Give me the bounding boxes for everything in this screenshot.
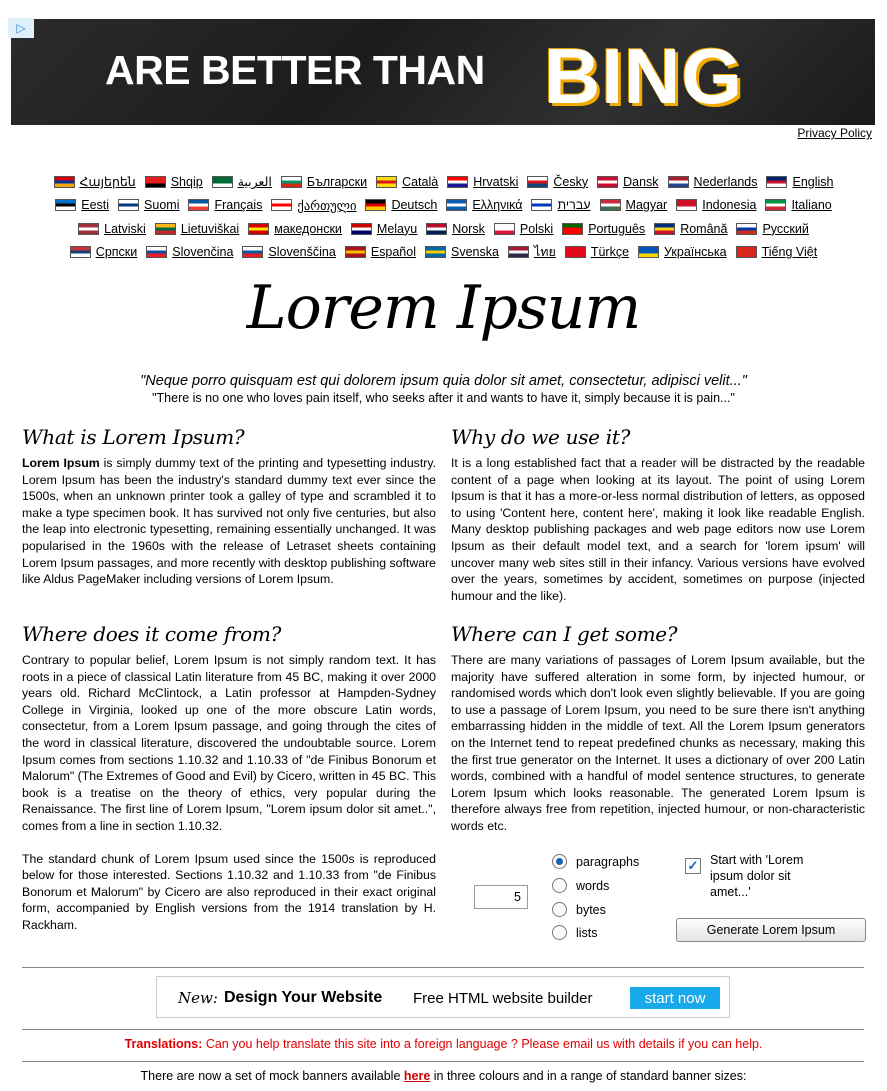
language-link[interactable] bbox=[531, 198, 590, 212]
language-label: English bbox=[792, 174, 834, 189]
section-heading: Where does it come from? bbox=[22, 622, 282, 646]
language-link[interactable] bbox=[447, 175, 518, 189]
language-link[interactable] bbox=[146, 245, 233, 259]
flag-icon bbox=[676, 199, 697, 211]
mock-text-after: in three colours and in a range of standard banner sizes: bbox=[430, 1069, 747, 1083]
divider bbox=[22, 967, 864, 968]
flag-icon bbox=[271, 199, 292, 211]
section-body bbox=[22, 455, 436, 588]
ad-brand-text: BING bbox=[544, 32, 743, 120]
language-label: עברית bbox=[557, 198, 591, 213]
language-label: Tiếng Việt bbox=[761, 245, 818, 260]
language-label: Svenska bbox=[451, 245, 499, 260]
promo-box[interactable] bbox=[156, 976, 730, 1018]
radio-label: words bbox=[576, 878, 610, 893]
language-label: Slovenščina bbox=[268, 245, 336, 260]
language-label: Հայերեն bbox=[79, 175, 136, 190]
divider bbox=[22, 1029, 864, 1030]
language-label: Slovenčina bbox=[172, 245, 234, 260]
language-label: Česky bbox=[553, 174, 589, 189]
flag-icon bbox=[345, 246, 366, 258]
section-what bbox=[22, 425, 436, 588]
language-link[interactable] bbox=[345, 245, 416, 259]
privacy-policy-link[interactable]: Privacy Policy bbox=[797, 126, 872, 140]
flag-icon bbox=[565, 246, 586, 258]
language-link[interactable] bbox=[351, 222, 417, 236]
language-link[interactable] bbox=[736, 222, 808, 236]
flag-icon bbox=[146, 246, 167, 258]
radio-bytes[interactable] bbox=[552, 902, 606, 917]
language-label: Français bbox=[214, 198, 263, 213]
section-where-get bbox=[451, 622, 865, 835]
language-label: Deutsch bbox=[391, 198, 438, 213]
section-body: There are many variations of passages of Lorem Ipsum available, but the majority have suffered alteration in some form, by injected humour, or randomised words which don't look even slightly believable. If you are going to use a passage of Lorem Ipsum, you need to be sure there isn't anything embarrassing hidden in the middle of text. All the Lorem Ipsum generators on the Internet tend to repeat predefined chunks as necessary, making this the first true generator on the Internet. It uses a dictionary of over 200 Latin words, combined with a handful of model sentence structures, to generate Lorem Ipsum which looks reasonable. The generated Lorem Ipsum is therefore always free from repetition, injected humour, or non-characteristic words etc. bbox=[451, 653, 865, 833]
language-label: Русский bbox=[762, 221, 809, 236]
language-link[interactable] bbox=[446, 198, 522, 212]
section-why bbox=[451, 425, 865, 604]
language-link[interactable] bbox=[145, 175, 203, 189]
section-heading: Where can I get some? bbox=[451, 622, 678, 646]
language-label: Magyar bbox=[625, 198, 668, 213]
flag-icon bbox=[597, 176, 618, 188]
language-label: Español bbox=[370, 245, 416, 260]
language-label: Türkçe bbox=[590, 245, 630, 260]
start-with-lorem-label: Start with 'Lorem ipsum dolor sit amet...' bbox=[710, 853, 804, 899]
language-label: Português bbox=[588, 221, 646, 236]
flag-icon bbox=[365, 199, 386, 211]
generator-form bbox=[452, 852, 872, 948]
language-label: Ελληνικά bbox=[472, 198, 523, 213]
language-row bbox=[0, 170, 887, 194]
section-text: is simply dummy text of the printing and typesetting industry. Lorem Ipsum has been the industry's standard dummy text ever since the 1500s, when an unknown printer took a galley of type and scrambled it to make a type specimen book. It has survived not only five centuries, but also the leap into electronic typesetting, remaining essentially unchanged. It was popularised in the 1960s with the release of Letraset sheets containing Lorem Ipsum passages, and more recently with desktop publishing software like Aldus PageMaker including versions of Lorem Ipsum. bbox=[22, 456, 436, 587]
flag-icon bbox=[736, 223, 757, 235]
language-row bbox=[0, 217, 887, 241]
flag-icon bbox=[78, 223, 99, 235]
language-link[interactable] bbox=[736, 245, 818, 259]
language-link[interactable] bbox=[600, 198, 668, 212]
radio-button[interactable] bbox=[552, 854, 567, 869]
language-link[interactable] bbox=[668, 175, 758, 189]
language-link[interactable] bbox=[425, 245, 499, 259]
language-link[interactable] bbox=[248, 222, 342, 236]
language-label: Català bbox=[402, 174, 439, 189]
adchoices-icon[interactable]: ▷ bbox=[8, 18, 34, 38]
language-link[interactable] bbox=[155, 222, 239, 236]
flag-icon bbox=[188, 199, 209, 211]
language-link[interactable] bbox=[212, 174, 272, 189]
radio-button[interactable] bbox=[552, 878, 567, 893]
flag-icon bbox=[494, 223, 515, 235]
flag-icon bbox=[118, 199, 139, 211]
radio-button[interactable] bbox=[552, 902, 567, 917]
radio-lists[interactable] bbox=[552, 925, 598, 940]
language-list bbox=[0, 170, 887, 264]
language-row bbox=[0, 194, 887, 218]
language-link[interactable] bbox=[565, 245, 629, 259]
language-link[interactable] bbox=[766, 175, 833, 189]
flag-icon bbox=[654, 223, 675, 235]
ad-banner[interactable] bbox=[11, 19, 875, 125]
flag-icon bbox=[527, 176, 548, 188]
flag-icon bbox=[562, 223, 583, 235]
language-link[interactable] bbox=[55, 198, 109, 212]
language-link[interactable] bbox=[654, 222, 727, 236]
mock-banners-link[interactable]: here bbox=[403, 1069, 431, 1083]
flag-icon bbox=[425, 246, 446, 258]
language-link[interactable] bbox=[78, 222, 146, 236]
language-label: македонски bbox=[274, 221, 342, 236]
translations-notice bbox=[0, 1037, 887, 1051]
radio-label: bytes bbox=[576, 902, 606, 917]
language-link[interactable] bbox=[188, 198, 262, 212]
flag-icon bbox=[155, 223, 176, 235]
promo-title: Design Your Website bbox=[224, 989, 383, 1006]
language-label: Latviski bbox=[104, 221, 146, 236]
section-body: It is a long established fact that a reader will be distracted by the readable content of a page when looking at its layout. The point of using Lorem Ipsum is that it has a more-or-less normal distribution of letters, as opposed to using 'Content here, content here', making it look like readable English. Many desktop publishing packages and web page editors now use Lorem Ipsum as their default model text, and a search for 'lorem ipsum' will uncover many web sites still in their infancy. Various versions have evolved over the years, sometimes by accident, sometimes on purpose (injected humour and the like). bbox=[451, 456, 865, 603]
language-label: Hrvatski bbox=[473, 174, 519, 189]
flag-icon bbox=[70, 246, 91, 258]
radio-label: paragraphs bbox=[576, 854, 640, 869]
language-label: Română bbox=[680, 221, 728, 236]
language-label: Dansk bbox=[623, 174, 659, 189]
flag-icon bbox=[447, 176, 468, 188]
flag-icon bbox=[242, 246, 263, 258]
language-label: Eesti bbox=[81, 198, 110, 213]
section-body: Contrary to popular belief, Lorem Ipsum is not simply random text. It has roots in a piece of classical Latin literature from 45 BC, making it over 2000 years old. Richard McClintock, a Latin professor at Hampden-Sydney College in Virginia, looked up one of the more obscure Latin words, consectetur, from a Lorem Ipsum passage, and going through the cites of the word in classical literature, discovered the undoubtable source. Lorem Ipsum comes from sections 1.10.32 and 1.10.33 of "de Finibus Bonorum et Malorum" (The Extremes of Good and Evil) by Cicero, written in 45 BC. This book is a treatise on the theory of ethics, very popular during the Renaissance. The first line of Lorem Ipsum, "Lorem ipsum dolor sit amet..", comes from a line in section 1.10.32. bbox=[22, 653, 436, 833]
promo-new-label: New: bbox=[178, 989, 218, 1007]
section-where-from bbox=[22, 622, 436, 934]
flag-icon bbox=[736, 246, 757, 258]
language-link[interactable] bbox=[676, 198, 756, 212]
latin-quote: "Neque porro quisquam est qui dolorem ipsum quia dolor sit amet, consectetur, adipisci velit..." bbox=[140, 373, 747, 389]
language-link[interactable] bbox=[118, 198, 179, 212]
flag-icon bbox=[55, 199, 76, 211]
ad-headline: ARE BETTER THAN bbox=[105, 47, 485, 93]
language-label: ქართული bbox=[297, 198, 357, 213]
radio-button[interactable] bbox=[552, 925, 567, 940]
language-row bbox=[0, 241, 887, 265]
language-link[interactable] bbox=[426, 222, 485, 236]
language-label: Nederlands bbox=[693, 174, 758, 189]
flag-icon bbox=[600, 199, 621, 211]
flag-icon bbox=[531, 199, 552, 211]
section-heading: Why do we use it? bbox=[451, 425, 631, 449]
language-label: العربية bbox=[237, 175, 272, 190]
flag-icon bbox=[281, 176, 302, 188]
flag-icon bbox=[508, 246, 529, 258]
language-label: Polski bbox=[519, 221, 554, 236]
flag-icon bbox=[145, 176, 166, 188]
language-label: ไทย bbox=[533, 245, 556, 260]
divider bbox=[22, 1061, 864, 1062]
amount-input[interactable]: 5 bbox=[474, 885, 528, 909]
language-link[interactable] bbox=[376, 175, 438, 189]
language-link[interactable] bbox=[597, 175, 658, 189]
flag-icon bbox=[426, 223, 447, 235]
flag-icon bbox=[54, 176, 75, 188]
language-link[interactable] bbox=[242, 245, 335, 259]
mock-banners-notice bbox=[0, 1069, 887, 1083]
start-with-lorem-checkbox[interactable]: ✓ bbox=[685, 858, 701, 874]
promo-subtitle: Free HTML website builder bbox=[413, 990, 593, 1007]
flag-icon bbox=[638, 246, 659, 258]
flag-icon bbox=[766, 176, 787, 188]
page-title: Lorem Ipsum bbox=[246, 273, 641, 343]
language-label: Українська bbox=[664, 245, 727, 260]
language-link[interactable] bbox=[638, 245, 727, 259]
language-link[interactable] bbox=[562, 222, 645, 236]
language-label: Norsk bbox=[452, 221, 485, 236]
section-body-2: The standard chunk of Lorem Ipsum used since the 1500s is reproduced below for those interested. Sections 1.10.32 and 1.10.33 from "de Finibus Bonorum et Malorum" by Cicero are also reproduced in their exact original form, accompanied by English versions from the 1914 translation by H. Rackham. bbox=[22, 851, 436, 932]
flag-icon bbox=[668, 176, 689, 188]
language-label: Български bbox=[306, 174, 368, 189]
flag-icon bbox=[446, 199, 467, 211]
language-link[interactable] bbox=[494, 222, 553, 236]
generate-button[interactable]: Generate Lorem Ipsum bbox=[676, 918, 866, 942]
language-label: Српски bbox=[95, 245, 138, 260]
language-label: Shqip bbox=[170, 174, 203, 189]
radio-label: lists bbox=[576, 925, 598, 940]
language-label: Suomi bbox=[144, 198, 180, 213]
language-link[interactable] bbox=[54, 174, 136, 189]
language-label: Lietuviškai bbox=[180, 221, 240, 236]
language-link[interactable] bbox=[365, 198, 437, 212]
quote-translation: "There is no one who loves pain itself, who seeks after it and wants to have it, simply because it is pain..." bbox=[152, 391, 735, 405]
translations-label: Translations: bbox=[124, 1037, 203, 1051]
flag-icon bbox=[351, 223, 372, 235]
language-label: Indonesia bbox=[702, 198, 757, 213]
language-link[interactable] bbox=[508, 242, 556, 262]
section-heading: What is Lorem Ipsum? bbox=[22, 425, 245, 449]
flag-icon bbox=[248, 223, 269, 235]
language-link[interactable] bbox=[281, 175, 367, 189]
lorem-ipsum-bold: Lorem Ipsum bbox=[22, 456, 100, 470]
language-link[interactable] bbox=[527, 175, 588, 189]
language-link[interactable] bbox=[765, 198, 831, 212]
flag-icon bbox=[376, 176, 397, 188]
language-label: Italiano bbox=[791, 198, 832, 213]
flag-icon bbox=[765, 199, 786, 211]
flag-icon bbox=[212, 176, 233, 188]
language-link[interactable] bbox=[271, 198, 356, 213]
language-label: Melayu bbox=[376, 221, 418, 236]
radio-paragraphs[interactable] bbox=[552, 854, 639, 869]
radio-words[interactable] bbox=[552, 878, 609, 893]
translations-text: Can you help translate this site into a foreign language ? Please email us with details if you can help. bbox=[202, 1037, 763, 1051]
start-now-button[interactable]: start now bbox=[630, 987, 720, 1009]
mock-text-before: There are now a set of mock banners available bbox=[140, 1069, 404, 1083]
language-link[interactable] bbox=[70, 245, 137, 259]
